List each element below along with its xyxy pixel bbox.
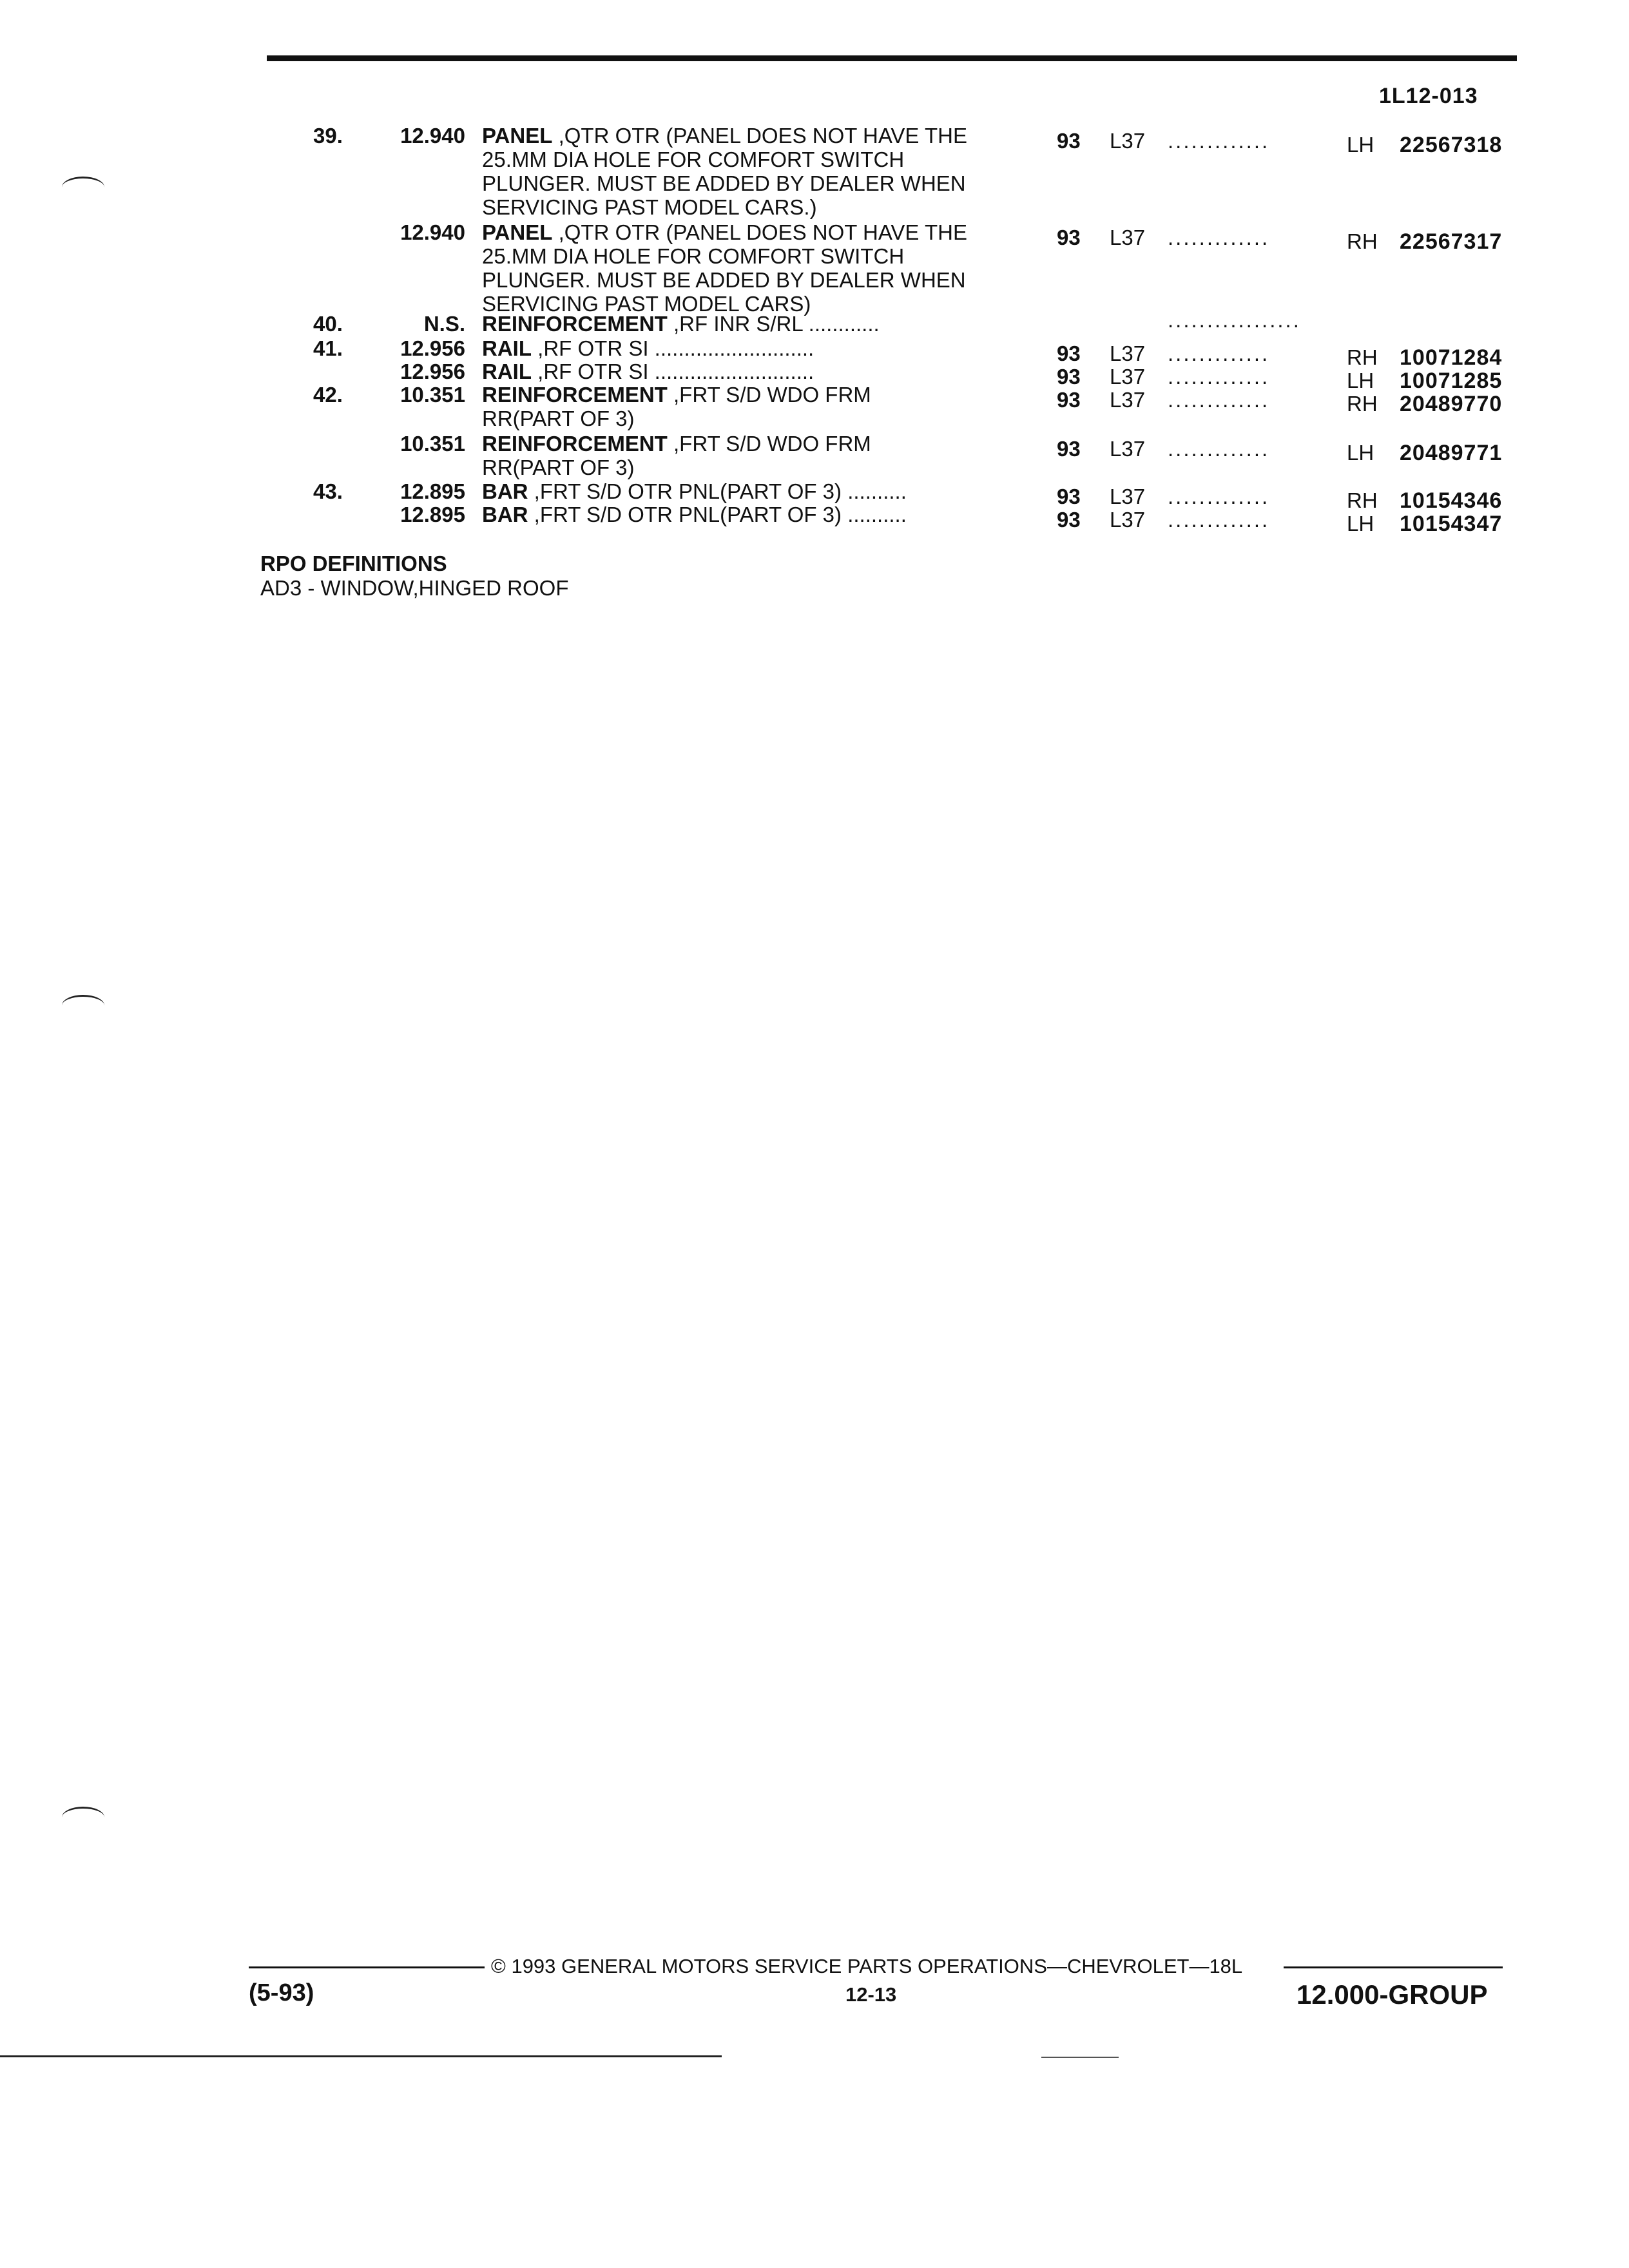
side-code: LH — [1347, 512, 1374, 535]
part-description — [482, 124, 1017, 219]
dot-leader: ............. — [1168, 485, 1270, 508]
group-number: 12.895 — [400, 479, 465, 503]
model-year: 93 — [1057, 508, 1081, 532]
item-number: 42. — [313, 383, 343, 407]
description-continuation: RR(PART OF 3) — [482, 407, 635, 430]
part-number: 10154347 — [1400, 512, 1503, 536]
part-description — [482, 312, 1017, 336]
part-detail: ,FRT S/D WDO FRM — [667, 383, 871, 407]
binder-hole-mark — [62, 995, 104, 1016]
binder-hole-mark — [62, 177, 104, 198]
option-code: L37 — [1110, 437, 1146, 461]
part-detail: ,QTR OTR (PANEL DOES NOT HAVE THE — [552, 124, 968, 148]
option-code: L37 — [1110, 226, 1146, 249]
part-description — [482, 503, 1017, 526]
description-continuation: SERVICING PAST MODEL CARS.) — [482, 195, 817, 219]
part-number: 22567317 — [1400, 229, 1503, 254]
footer-copyright: © 1993 GENERAL MOTORS SERVICE PARTS OPERATIONS—CHEVROLET—18L — [491, 1955, 1243, 1977]
description-continuation: PLUNGER. MUST BE ADDED BY DEALER WHEN — [482, 268, 966, 292]
part-detail: ,FRT S/D OTR PNL(PART OF 3) — [528, 503, 842, 526]
part-description — [482, 479, 1017, 503]
dot-leader: ............. — [1168, 388, 1270, 412]
part-detail: ,FRT S/D OTR PNL(PART OF 3) — [528, 479, 842, 503]
part-name: BAR — [482, 503, 528, 526]
side-code: LH — [1347, 441, 1374, 465]
part-description — [482, 383, 1017, 430]
group-number: 12.940 — [400, 220, 465, 244]
dot-leader: ............. — [1168, 365, 1270, 389]
description-continuation: 25.MM DIA HOLE FOR COMFORT SWITCH — [482, 148, 905, 171]
part-number: 20489770 — [1400, 392, 1503, 416]
binder-hole-mark — [62, 1807, 104, 1828]
part-detail: ,QTR OTR (PANEL DOES NOT HAVE THE — [552, 220, 968, 244]
part-description — [482, 360, 1017, 383]
option-code: L37 — [1110, 485, 1146, 508]
side-code: RH — [1347, 488, 1378, 512]
part-name: PANEL — [482, 220, 553, 244]
model-year: 93 — [1057, 226, 1081, 249]
item-number: 43. — [313, 479, 343, 503]
part-number: 10154346 — [1400, 488, 1503, 513]
side-code: RH — [1347, 392, 1378, 416]
part-description — [482, 336, 1017, 360]
model-year: 93 — [1057, 129, 1081, 153]
dot-leader: ........................... — [648, 336, 815, 360]
part-detail: ,FRT S/D WDO FRM — [667, 432, 871, 456]
dot-leader: ............. — [1168, 226, 1270, 249]
group-number: 12.956 — [400, 360, 465, 383]
dot-leader: ............. — [1168, 437, 1270, 461]
part-name: REINFORCEMENT — [482, 312, 668, 336]
part-number: 10071285 — [1400, 369, 1503, 393]
group-number: N.S. — [423, 312, 465, 336]
model-year: 93 — [1057, 365, 1081, 389]
dot-leader: ............. — [1168, 508, 1270, 532]
model-year: 93 — [1057, 341, 1081, 365]
footer-rule-right — [1284, 1966, 1503, 1968]
description-continuation: 25.MM DIA HOLE FOR COMFORT SWITCH — [482, 244, 905, 268]
group-number: 12.940 — [400, 124, 465, 148]
dot-leader: ............. — [1168, 129, 1270, 153]
group-number: 10.351 — [400, 432, 465, 456]
catalog-code: 1L12-013 — [1379, 84, 1478, 108]
group-number: 10.351 — [400, 383, 465, 407]
part-detail: ,RF OTR SI — [532, 360, 649, 383]
model-year: 93 — [1057, 437, 1081, 461]
option-code: L37 — [1110, 365, 1146, 389]
part-number: 20489771 — [1400, 441, 1503, 465]
dot-leader: .......... — [842, 503, 907, 526]
scan-edge-line — [0, 2055, 722, 2057]
description-continuation: SERVICING PAST MODEL CARS) — [482, 292, 811, 316]
scan-edge-line — [1041, 2057, 1119, 2058]
footer-page-number: 12-13 — [845, 1983, 897, 2006]
dot-leader: .......... — [842, 479, 907, 503]
part-name: PANEL — [482, 124, 553, 148]
part-name: REINFORCEMENT — [482, 383, 668, 407]
part-description — [482, 432, 1017, 479]
side-code: RH — [1347, 345, 1378, 369]
item-number: 40. — [313, 312, 343, 336]
option-code: L37 — [1110, 388, 1146, 412]
part-number: 22567318 — [1400, 133, 1503, 157]
group-number: 12.956 — [400, 336, 465, 360]
dot-leader: ............. — [1168, 341, 1270, 365]
item-number: 39. — [313, 124, 343, 148]
rpo-definition: AD3 - WINDOW,HINGED ROOF — [260, 576, 569, 600]
footer-date: (5-93) — [249, 1979, 314, 2006]
item-number: 41. — [313, 336, 343, 360]
header-rule — [267, 55, 1517, 61]
part-description — [482, 220, 1017, 316]
part-name: RAIL — [482, 360, 532, 383]
part-name: RAIL — [482, 336, 532, 360]
part-name: BAR — [482, 479, 528, 503]
side-code: RH — [1347, 229, 1378, 253]
option-code: L37 — [1110, 341, 1146, 365]
part-number: 10071284 — [1400, 345, 1503, 370]
footer-rule-left — [249, 1966, 485, 1968]
dot-leader: ........................... — [648, 360, 815, 383]
footer-group: 12.000-GROUP — [1296, 1979, 1488, 2010]
dot-leader: ................. — [1168, 308, 1301, 332]
part-name: REINFORCEMENT — [482, 432, 668, 456]
rpo-heading: RPO DEFINITIONS — [260, 552, 447, 575]
description-continuation: PLUNGER. MUST BE ADDED BY DEALER WHEN — [482, 171, 966, 195]
description-continuation: RR(PART OF 3) — [482, 456, 635, 479]
part-detail: ,RF INR S/RL — [667, 312, 803, 336]
group-number: 12.895 — [400, 503, 465, 526]
model-year: 93 — [1057, 485, 1081, 508]
option-code: L37 — [1110, 508, 1146, 532]
side-code: LH — [1347, 133, 1374, 157]
side-code: LH — [1347, 369, 1374, 392]
model-year: 93 — [1057, 388, 1081, 412]
option-code: L37 — [1110, 129, 1146, 153]
dot-leader: ............ — [802, 312, 880, 336]
part-detail: ,RF OTR SI — [532, 336, 649, 360]
